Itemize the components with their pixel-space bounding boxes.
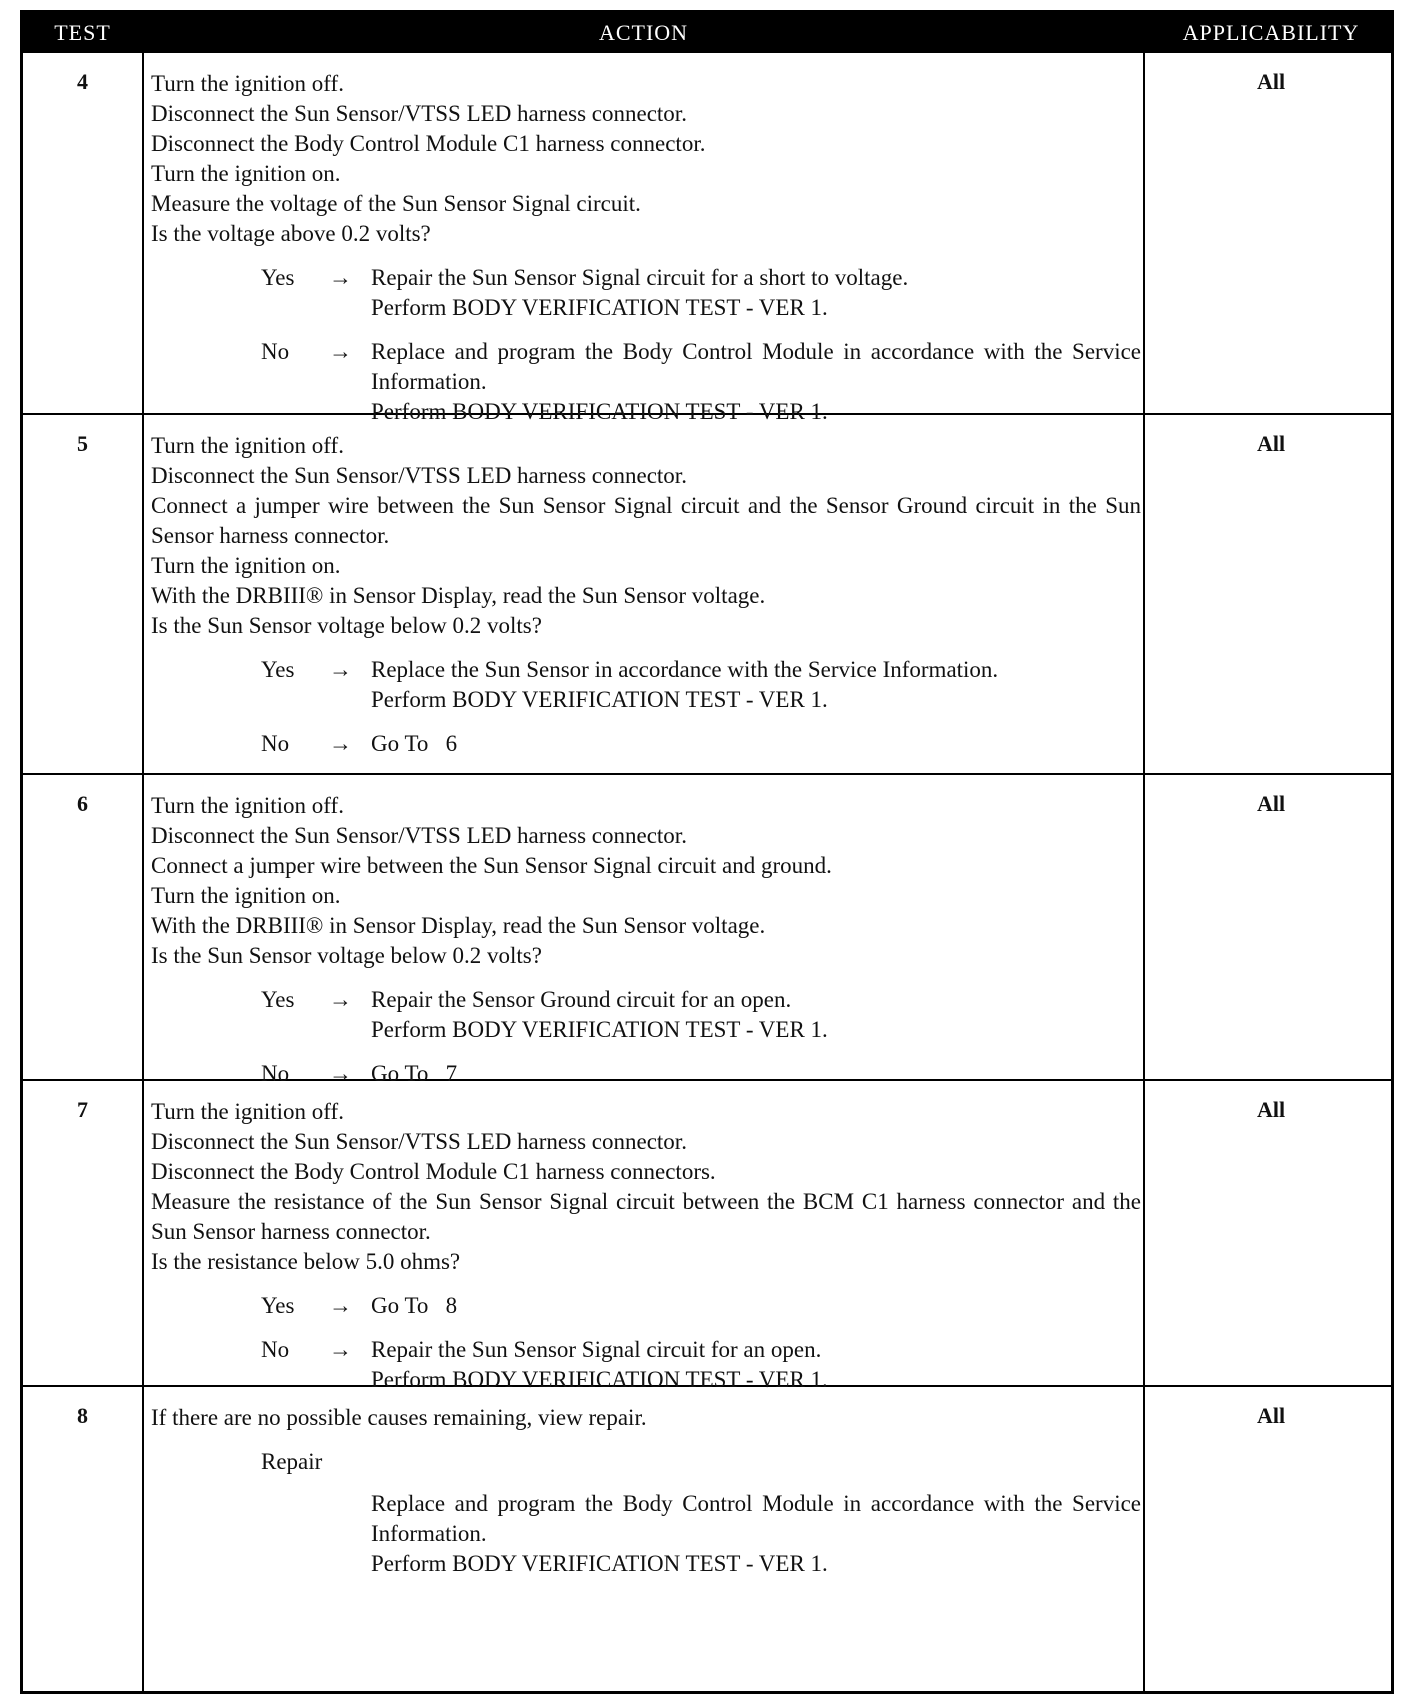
yes-line: Repair the Sensor Ground circuit for an open. (371, 987, 792, 1012)
applicability-value: All (1256, 1403, 1286, 1428)
arrow-right-icon: → (329, 265, 352, 290)
applicability-value: All (1256, 69, 1286, 94)
yes-branch (151, 1291, 1141, 1321)
step: Disconnect the Sun Sensor/VTSS LED harness connector. (151, 823, 687, 848)
applicability-value: All (1256, 1097, 1286, 1122)
test-procedure-table (20, 10, 1394, 1694)
step: Measure the resistance of the Sun Sensor Signal circuit between the BCM C1 harness connector and the Sun Sensor harness connector. (151, 1189, 1141, 1244)
step: Turn the ignition off. (151, 71, 344, 96)
test-number: 8 (77, 1403, 88, 1428)
no-label: No (261, 1337, 290, 1362)
action-cell (151, 69, 1141, 427)
action-cell (151, 431, 1141, 759)
yes-branch (151, 263, 1141, 323)
column-divider (1143, 53, 1145, 1691)
yes-label: Yes (261, 1293, 295, 1318)
yes-line: Perform BODY VERIFICATION TEST - VER 1. (371, 1017, 828, 1042)
column-divider (142, 53, 144, 1691)
header-applicability: APPLICABILITY (1182, 20, 1360, 45)
step: Is the Sun Sensor voltage below 0.2 volts? (151, 943, 542, 968)
step: If there are no possible causes remaining, view repair. (151, 1405, 647, 1430)
arrow-right-icon: → (329, 1061, 352, 1086)
step: Is the Sun Sensor voltage below 0.2 volts? (151, 613, 542, 638)
yes-line: Replace the Sun Sensor in accordance with the Service Information. (371, 657, 999, 682)
arrow-right-icon: → (329, 1293, 352, 1318)
no-line: Replace and program the Body Control Module in accordance with the Service Information. (371, 339, 1141, 394)
step: Disconnect the Sun Sensor/VTSS LED harness connector. (151, 463, 687, 488)
no-label: No (261, 339, 290, 364)
arrow-right-icon: → (329, 339, 352, 364)
repair-label: Repair (261, 1449, 323, 1474)
table-row-test-8 (23, 1387, 1391, 1694)
table-row-test-7 (23, 1081, 1391, 1392)
no-line: Go To 6 (371, 731, 458, 756)
yes-line: Perform BODY VERIFICATION TEST - VER 1. (371, 687, 828, 712)
no-line: Perform BODY VERIFICATION TEST - VER 1. (371, 399, 828, 424)
arrow-right-icon: → (329, 657, 352, 682)
no-label: No (261, 1061, 290, 1086)
arrow-right-icon: → (329, 987, 352, 1012)
step: Turn the ignition off. (151, 793, 344, 818)
step: Turn the ignition off. (151, 1099, 344, 1124)
arrow-right-icon: → (329, 1337, 352, 1362)
step: Turn the ignition on. (151, 883, 341, 908)
step: Measure the voltage of the Sun Sensor Signal circuit. (151, 191, 641, 216)
arrow-right-icon: → (329, 731, 352, 756)
no-line: Go To 7 (371, 1061, 458, 1086)
yes-line: Perform BODY VERIFICATION TEST - VER 1. (371, 295, 828, 320)
table-row-test-5 (23, 415, 1391, 775)
step: Disconnect the Sun Sensor/VTSS LED harness connector. (151, 1129, 687, 1154)
no-line: Perform BODY VERIFICATION TEST - VER 1. (371, 1367, 828, 1392)
yes-branch (151, 655, 1141, 715)
step: With the DRBIII® in Sensor Display, read the Sun Sensor voltage. (151, 583, 766, 608)
step: Turn the ignition off. (151, 433, 344, 458)
yes-line: Repair the Sun Sensor Signal circuit for a short to voltage. (371, 265, 909, 290)
step: Turn the ignition on. (151, 553, 341, 578)
table-row-test-6 (23, 775, 1391, 1086)
step: With the DRBIII® in Sensor Display, read the Sun Sensor voltage. (151, 913, 766, 938)
no-branch (151, 729, 1141, 759)
step: Turn the ignition on. (151, 161, 341, 186)
yes-label: Yes (261, 265, 295, 290)
step: Disconnect the Body Control Module C1 harness connectors. (151, 1159, 716, 1184)
test-number: 4 (77, 69, 88, 94)
repair-line: Perform BODY VERIFICATION TEST - VER 1. (371, 1551, 828, 1576)
repair-line: Replace and program the Body Control Module in accordance with the Service Information. (371, 1491, 1141, 1546)
step: Is the voltage above 0.2 volts? (151, 221, 431, 246)
step: Disconnect the Sun Sensor/VTSS LED harness connector. (151, 101, 687, 126)
yes-label: Yes (261, 657, 295, 682)
step: Is the resistance below 5.0 ohms? (151, 1249, 461, 1274)
applicability-value: All (1256, 431, 1286, 456)
action-cell (151, 791, 1141, 1089)
no-label: No (261, 731, 290, 756)
table-header (23, 13, 1391, 53)
yes-label: Yes (261, 987, 295, 1012)
yes-branch (151, 985, 1141, 1045)
step: Disconnect the Body Control Module C1 harness connector. (151, 131, 706, 156)
test-number: 6 (77, 791, 88, 816)
table-row-test-4 (23, 53, 1391, 424)
no-branch (151, 1335, 1141, 1395)
action-cell (151, 1403, 1141, 1579)
header-action: ACTION (598, 20, 689, 45)
applicability-value: All (1256, 791, 1286, 816)
header-test: TEST (54, 20, 111, 45)
test-number: 7 (77, 1097, 88, 1122)
step: Connect a jumper wire between the Sun Sensor Signal circuit and ground. (151, 853, 832, 878)
repair-text (371, 1489, 1141, 1579)
no-line: Repair the Sun Sensor Signal circuit for an open. (371, 1337, 822, 1362)
action-cell (151, 1097, 1141, 1395)
test-number: 5 (77, 431, 88, 456)
no-branch (151, 337, 1141, 427)
yes-line: Go To 8 (371, 1293, 458, 1318)
step: Connect a jumper wire between the Sun Sensor Signal circuit and the Sensor Ground circuit in the Sun Sensor harness connector. (151, 493, 1141, 548)
